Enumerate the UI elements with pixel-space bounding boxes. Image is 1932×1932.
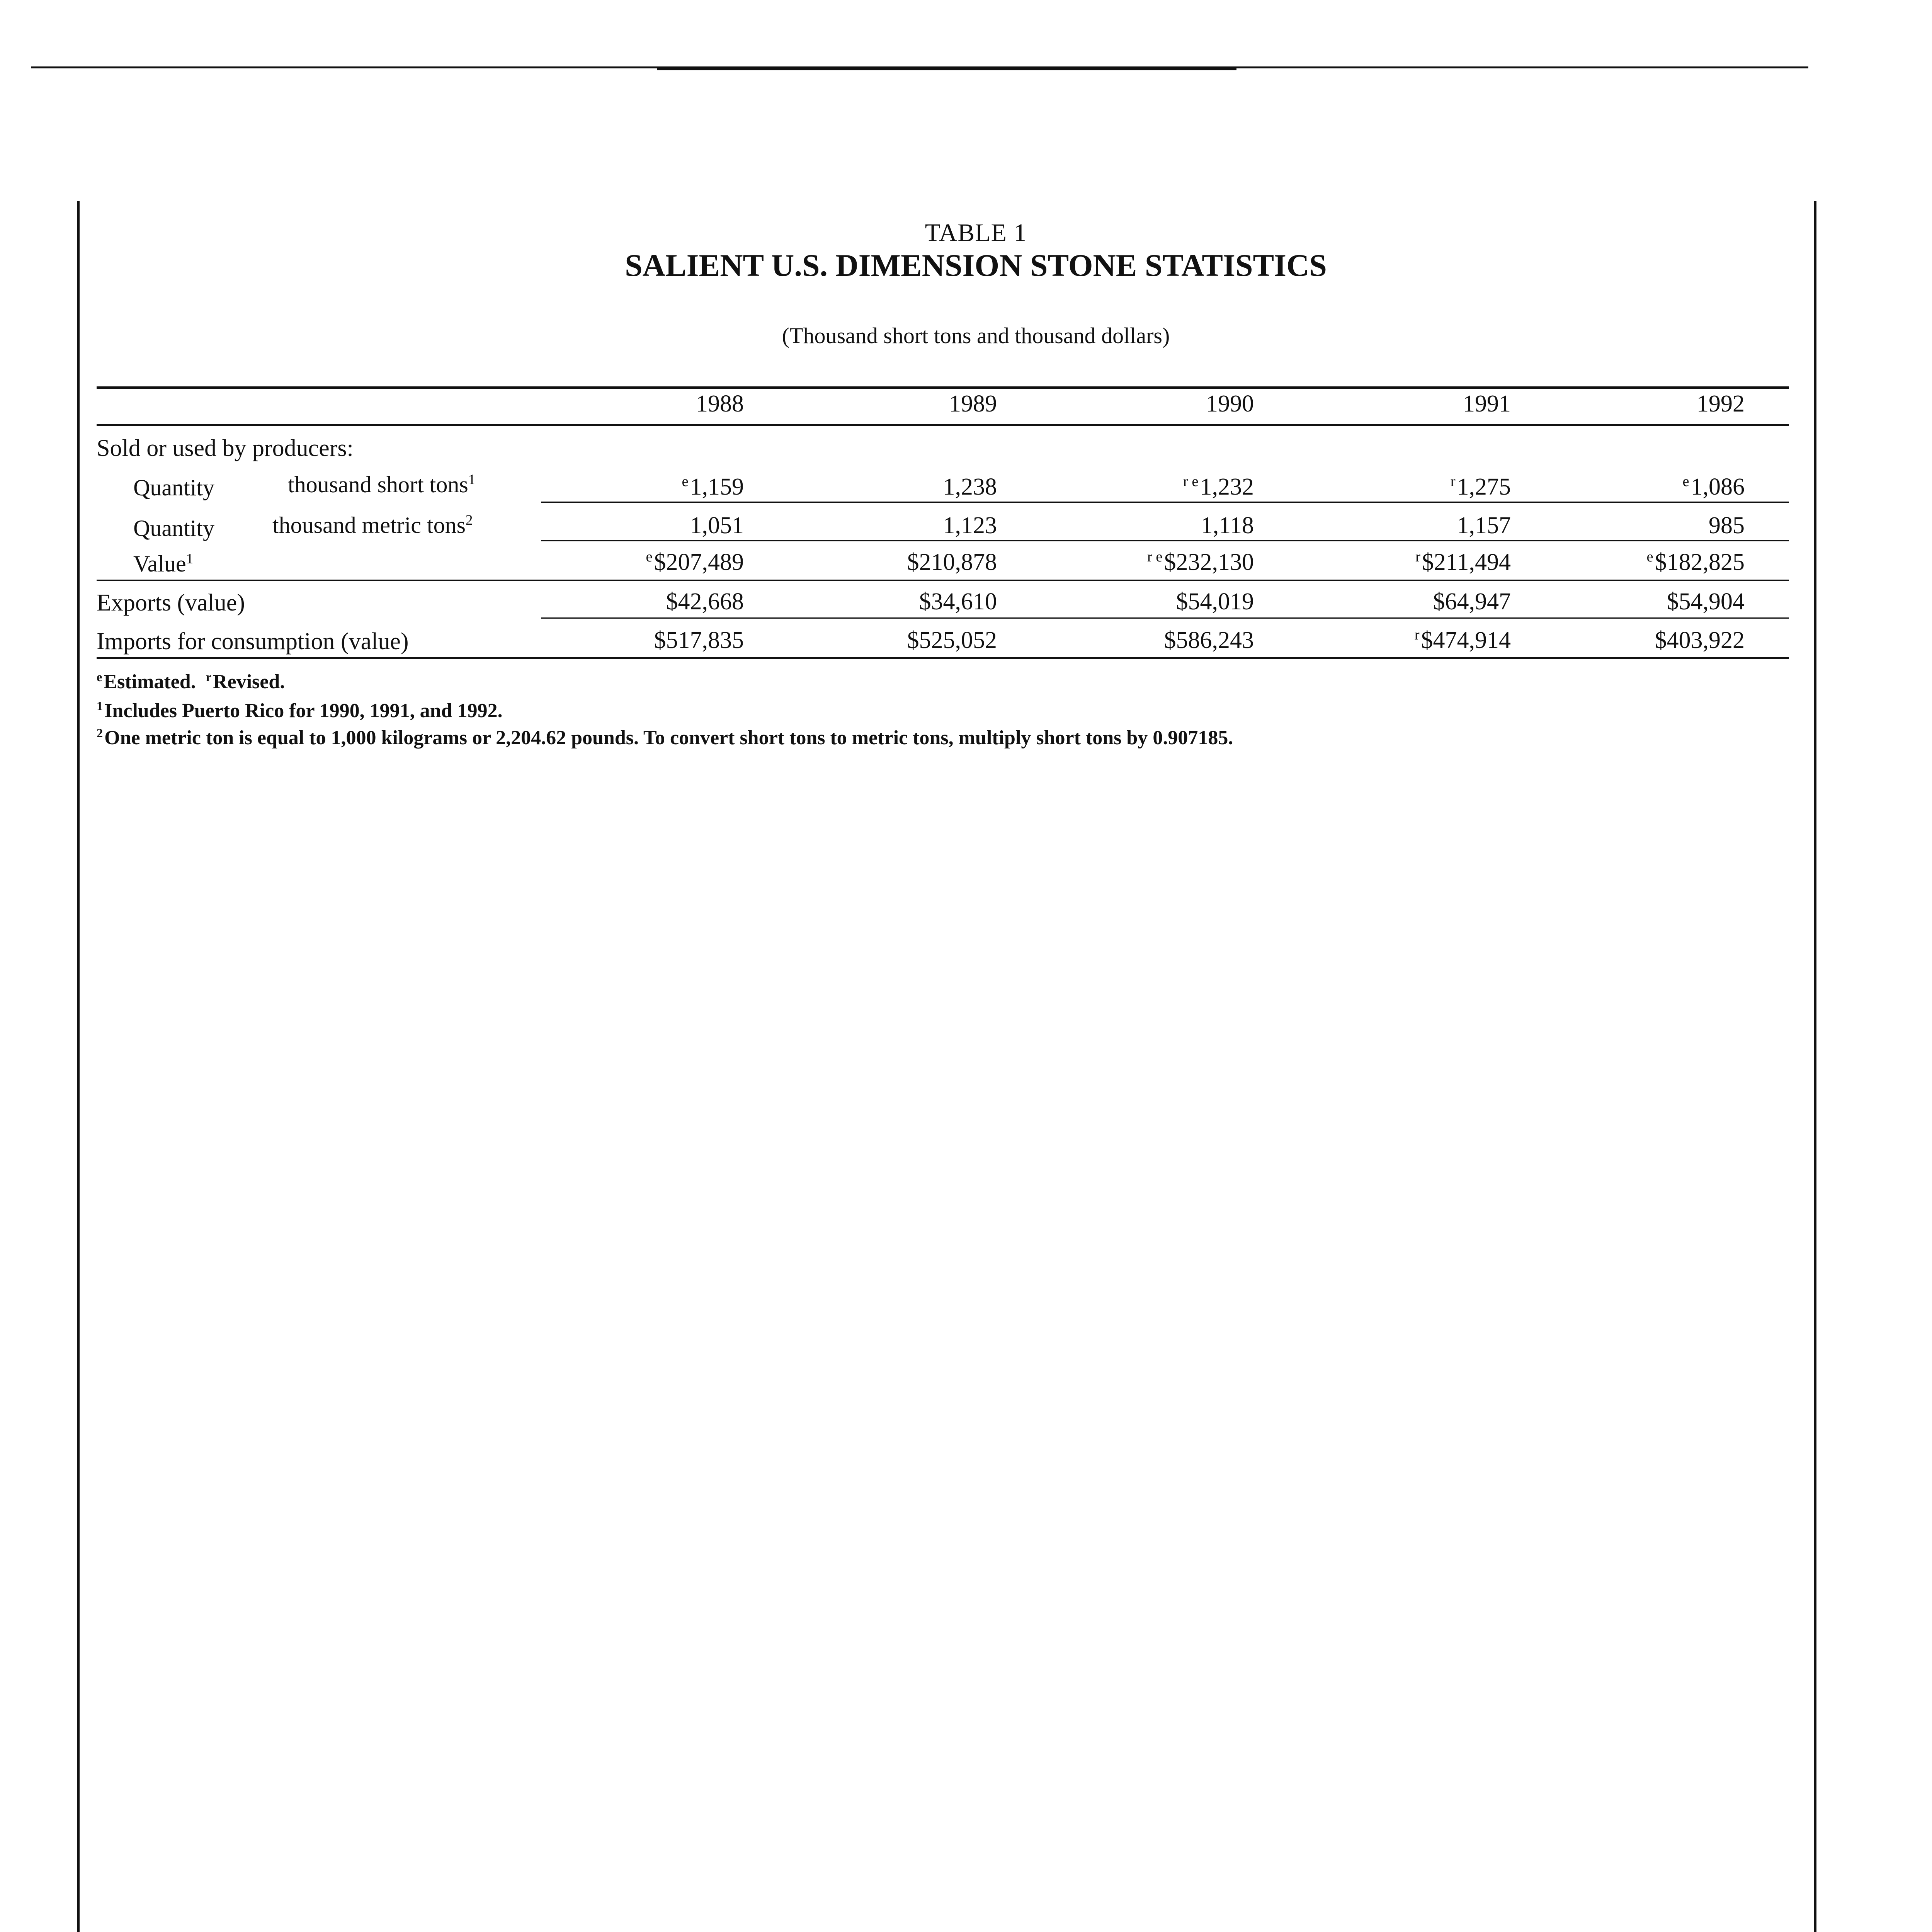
footnote-text: Estimated. — [104, 671, 196, 693]
table-cell — [1310, 588, 1511, 616]
table-cell — [796, 473, 997, 501]
footnote-text: One metric ton is equal to 1,000 kilograms or 2,204.62 pounds. To convert short tons to metric tons, multiply short tons by 0.907185. — [104, 727, 1233, 749]
footnote-text: Includes Puerto Rico for 1990, 1991, and 1992. — [104, 700, 503, 722]
footnote-mark: 1 — [97, 699, 103, 713]
footnote-mark: e — [97, 670, 102, 684]
year-header-1989: 1989 — [949, 391, 997, 417]
row-label-value — [133, 551, 193, 577]
section-label: Sold or used by producers: — [97, 435, 354, 461]
footnote-1 — [97, 699, 503, 722]
footnote-mark: 2 — [97, 726, 103, 740]
table-cell — [543, 512, 744, 539]
row-label-imports: Imports for consumption (value) — [97, 628, 409, 655]
cell-flag: e — [1682, 473, 1689, 490]
cell-value: $34,610 — [919, 588, 997, 615]
table-cell — [1053, 549, 1254, 576]
cell-flag: e — [682, 473, 689, 490]
table-cell — [796, 512, 997, 539]
table-cell — [1544, 473, 1745, 501]
row-rule-4 — [541, 617, 1789, 619]
cell-value: $64,947 — [1433, 588, 1511, 615]
table-cell — [796, 549, 997, 576]
right-margin-rule — [1814, 201, 1816, 1932]
cell-value: $211,494 — [1422, 549, 1511, 575]
cell-value: 1,086 — [1690, 474, 1745, 500]
cell-value: $210,878 — [907, 549, 997, 575]
cell-value: $517,835 — [654, 627, 744, 653]
cell-flag: e — [646, 549, 653, 565]
row-rule-2 — [541, 540, 1789, 541]
cell-value: $474,914 — [1421, 627, 1511, 653]
row-label: Quantity — [133, 475, 214, 500]
cell-value: $525,052 — [907, 627, 997, 653]
table-top-rule — [97, 386, 1789, 389]
table-subtitle: (Thousand short tons and thousand dollars) — [782, 323, 1170, 348]
cell-value: $42,668 — [666, 588, 744, 615]
footnote-estimated-revised — [97, 670, 285, 693]
row-label-exports: Exports (value) — [97, 590, 245, 616]
row-rule-3 — [97, 580, 1789, 581]
row-label: Quantity — [133, 515, 214, 541]
table-title: SALIENT U.S. DIMENSION STONE STATISTICS — [625, 248, 1327, 283]
cell-flag: r — [1414, 627, 1420, 643]
table-cell — [796, 588, 997, 616]
cell-value: 1,157 — [1457, 512, 1511, 539]
year-header-1992: 1992 — [1697, 391, 1745, 417]
cell-value: $403,922 — [1655, 627, 1745, 653]
table-cell — [1310, 473, 1511, 501]
table-cell — [1544, 627, 1745, 654]
cell-flag: r e — [1183, 473, 1199, 490]
table-label: TABLE 1 — [925, 219, 1027, 247]
cell-flag: r — [1415, 549, 1420, 565]
cell-flag: r — [1450, 473, 1456, 490]
row-unit-short-tons — [288, 471, 475, 498]
cell-value: 985 — [1709, 512, 1745, 539]
cell-value: $232,130 — [1164, 549, 1254, 575]
cell-value: 1,123 — [943, 512, 997, 539]
table-cell — [796, 627, 997, 654]
table-bottom-rule — [97, 657, 1789, 659]
cell-value: $54,019 — [1176, 588, 1254, 615]
table-cell — [1544, 588, 1745, 616]
row-label-quantity-short — [133, 474, 214, 501]
row-rule-1 — [541, 502, 1789, 503]
table-cell — [543, 473, 744, 501]
table-cell — [1310, 512, 1511, 539]
table-cell — [1053, 473, 1254, 501]
footnote-ref: 2 — [465, 512, 473, 528]
year-header-1991: 1991 — [1463, 391, 1511, 417]
footnote-text: Revised. — [213, 671, 285, 693]
cell-flag: e — [1646, 549, 1653, 565]
cell-value: $207,489 — [654, 549, 744, 575]
unit-label: thousand short tons — [288, 472, 468, 497]
row-label: Value — [133, 551, 186, 577]
table-cell — [1053, 512, 1254, 539]
cell-value: 1,275 — [1457, 474, 1511, 500]
footnote-2 — [97, 726, 1233, 749]
cell-value: 1,118 — [1201, 512, 1254, 539]
row-unit-metric-tons — [272, 512, 473, 539]
table-cell — [1544, 549, 1745, 576]
table-header-rule — [97, 424, 1789, 426]
left-margin-rule — [77, 201, 80, 1932]
cell-value: $586,243 — [1164, 627, 1254, 653]
footnote-ref: 1 — [468, 472, 476, 488]
row-label-quantity-metric — [133, 515, 214, 542]
table-cell — [1053, 627, 1254, 654]
year-header-1990: 1990 — [1206, 391, 1254, 417]
cell-value: $54,904 — [1667, 588, 1745, 615]
cell-value: $182,825 — [1655, 549, 1745, 575]
footnote-ref: 1 — [186, 551, 194, 567]
cell-value: 1,051 — [690, 512, 744, 539]
table-cell — [1310, 627, 1511, 654]
cell-value: 1,232 — [1200, 474, 1254, 500]
year-header-1988: 1988 — [696, 391, 744, 417]
cell-value: 1,238 — [943, 474, 997, 500]
table-cell — [1544, 512, 1745, 539]
cell-flag: r e — [1147, 549, 1163, 565]
table-cell — [543, 627, 744, 654]
table-cell — [1053, 588, 1254, 616]
top-rule-thick — [657, 66, 1236, 70]
cell-value: 1,159 — [690, 474, 744, 500]
unit-label: thousand metric tons — [272, 512, 466, 538]
table-cell — [1310, 549, 1511, 576]
table-cell — [543, 549, 744, 576]
footnote-mark: r — [206, 670, 211, 684]
table-cell — [543, 588, 744, 616]
